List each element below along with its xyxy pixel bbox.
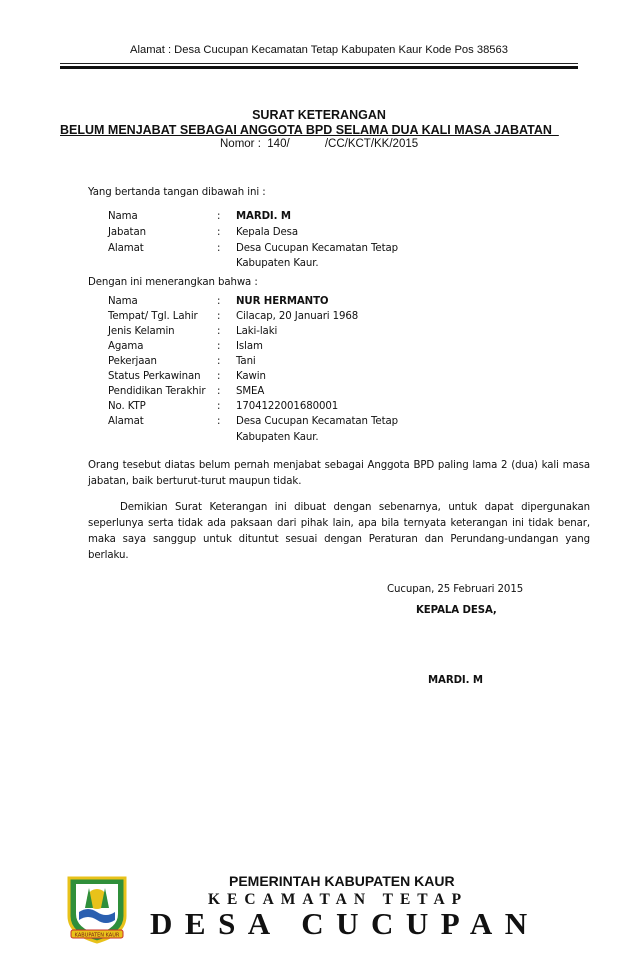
subject-birth-value: Cilacap, 20 Januari 1968 (236, 311, 359, 322)
subject-religion-label: Agama (108, 341, 144, 352)
signature-name: MARDI. M (428, 675, 483, 686)
footer-district: KECAMATAN TETAP (208, 891, 469, 908)
subject-intro: Dengan ini menerangkan bahwa : (88, 277, 258, 288)
colon: : (217, 326, 221, 337)
signature-position: KEPALA DESA, (416, 605, 497, 616)
colon: : (217, 386, 221, 397)
subject-occupation-value: Tani (236, 356, 256, 367)
colon: : (217, 341, 221, 352)
colon: : (217, 243, 221, 254)
subject-occupation-label: Pekerjaan (108, 356, 157, 367)
footer-village: DESA CUCUPAN (150, 906, 540, 941)
colon: : (217, 356, 221, 367)
colon: : (217, 416, 221, 427)
signature-place-date: Cucupan, 25 Februari 2015 (387, 584, 524, 595)
signer-name-value: MARDI. M (236, 211, 291, 222)
colon: : (217, 227, 221, 238)
header-thick-rule (60, 66, 578, 69)
subject-address-label: Alamat (108, 416, 144, 427)
subject-ktp-value: 1704122001680001 (236, 401, 339, 412)
colon: : (217, 296, 221, 307)
kabupaten-kaur-emblem-icon (59, 872, 135, 946)
signer-position-label: Jabatan (108, 227, 146, 238)
subject-name-label: Nama (108, 296, 138, 307)
colon: : (217, 211, 221, 222)
emblem-banner-text: KABUPATEN KAUR (74, 932, 120, 939)
subject-address-value-line2: Kabupaten Kaur. (236, 432, 319, 443)
closing-paragraph: Demikian Surat Keterangan ini dibuat dengan sebenarnya, untuk dapat dipergunakan seperlunya serta tidak ada paksaan dari pihak lain, apa bila ternyata keterangan ini tidak benar, maka saya sanggup untuk dituntut sesuai dengan Peraturan dan Perundang-undangan yang berlaku. (88, 502, 590, 561)
subject-marital-value: Kawin (236, 371, 266, 382)
subject-gender-value: Laki-laki (236, 326, 278, 337)
signer-name-label: Nama (108, 211, 138, 222)
letter-number: Nomor : 140/ /CC/KCT/KK/2015 (220, 138, 419, 150)
header-thin-rule (60, 63, 578, 64)
colon: : (217, 371, 221, 382)
signer-intro: Yang bertanda tangan dibawah ini : (88, 187, 266, 198)
signer-position-value: Kepala Desa (236, 227, 299, 238)
subject-birth-label: Tempat/ Tgl. Lahir (108, 311, 198, 322)
subject-ktp-label: No. KTP (108, 401, 146, 412)
subject-education-value: SMEA (236, 386, 265, 397)
subject-gender-label: Jenis Kelamin (108, 326, 175, 337)
statement-paragraph: Orang tesebut diatas belum pernah menjabat sebagai Anggota BPD paling lama 2 (dua) kali masa jabatan, baik berturut-turut maupun tidak. (88, 460, 590, 487)
subject-religion-value: Islam (236, 341, 263, 352)
subject-name-value: NUR HERMANTO (236, 296, 329, 307)
subject-address-value: Desa Cucupan Kecamatan Tetap (236, 416, 398, 427)
subject-education-label: Pendidikan Terakhir (108, 386, 206, 397)
colon: : (217, 401, 221, 412)
letter-subtitle: BELUM MENJABAT SEBAGAI ANGGOTA BPD SELAMA DUA KALI MASA JABATAN (60, 123, 559, 137)
letter-title: SURAT KETERANGAN (252, 108, 386, 122)
signer-address-value-line2: Kabupaten Kaur. (236, 258, 319, 269)
colon: : (217, 311, 221, 322)
header-address: Alamat : Desa Cucupan Kecamatan Tetap Kabupaten Kaur Kode Pos 38563 (130, 44, 508, 56)
emblem-svg (59, 872, 135, 946)
signer-address-label: Alamat (108, 243, 144, 254)
footer-regency: PEMERINTAH KABUPATEN KAUR (229, 873, 455, 889)
subject-marital-label: Status Perkawinan (108, 371, 201, 382)
signer-address-value: Desa Cucupan Kecamatan Tetap (236, 243, 398, 254)
